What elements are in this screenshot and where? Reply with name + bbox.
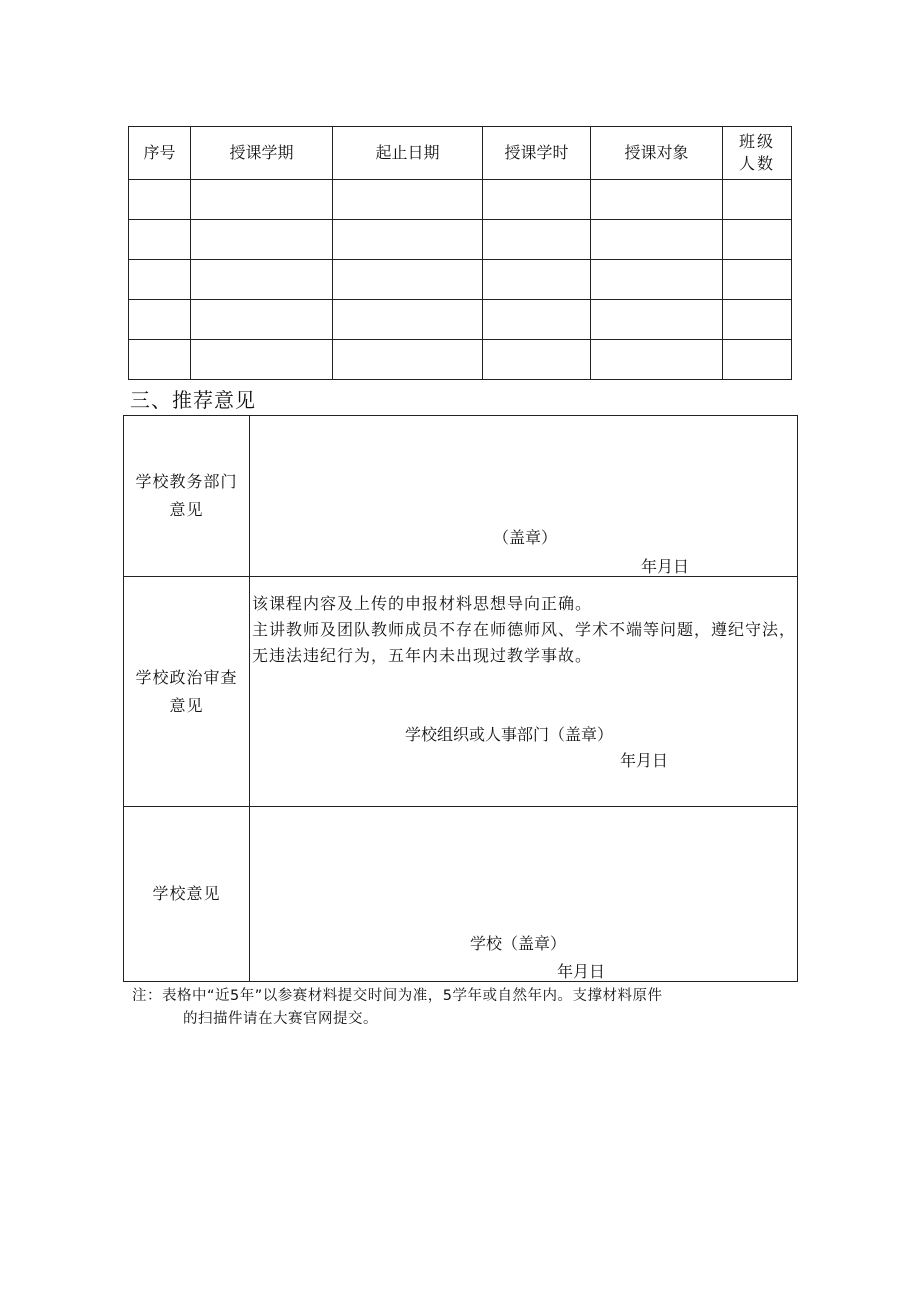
academic-date-text: 年月日 [641, 557, 690, 576]
table-cell[interactable] [129, 180, 191, 220]
table-cell[interactable] [191, 220, 333, 260]
school-date-text: 年月日 [557, 962, 606, 981]
table-cell[interactable] [591, 180, 723, 220]
academic-opinion-label: 学校教务部门意见 [135, 472, 238, 519]
table-cell[interactable] [591, 220, 723, 260]
header-semester: 授课学期 [191, 127, 333, 180]
academic-opinion-content[interactable] [250, 416, 798, 577]
header-seq: 序号 [129, 127, 191, 180]
table-cell[interactable] [129, 260, 191, 300]
table-cell[interactable] [333, 220, 483, 260]
school-stamp-text: 学校（盖章） [470, 934, 567, 953]
header-hours: 授课学时 [483, 127, 591, 180]
table-cell[interactable] [591, 340, 723, 380]
table-cell[interactable] [333, 180, 483, 220]
table-cell[interactable] [129, 220, 191, 260]
school-opinion-label: 学校意见 [152, 884, 221, 903]
table-cell[interactable] [723, 260, 792, 300]
political-opinion-row [124, 577, 798, 807]
political-statement-line1: 该课程内容及上传的申报材料思想导向正确。 [252, 594, 593, 613]
political-opinion-content[interactable] [250, 577, 798, 807]
political-opinion-label-cell [124, 577, 250, 807]
table-cell[interactable] [723, 180, 792, 220]
school-opinion-row [124, 807, 798, 982]
table-cell[interactable] [591, 300, 723, 340]
table-cell[interactable] [723, 220, 792, 260]
footnote-line1: 注：表格中“近5年”以参赛材料提交时间为准，5学年或自然年内。支撑材料原件 [132, 988, 663, 1004]
political-statement-line2: 主讲教师及团队教师成员不存在师德师风、学术不端等问题，遵纪守法，无违法违纪行为，五年内未出现过教学事故。 [252, 620, 797, 665]
table-cell[interactable] [483, 340, 591, 380]
political-date-text: 年月日 [620, 751, 669, 770]
table-cell[interactable] [591, 260, 723, 300]
academic-stamp-text: （盖章） [493, 528, 558, 547]
school-opinion-content[interactable] [250, 807, 798, 982]
table-cell[interactable] [723, 300, 792, 340]
table-cell[interactable] [333, 260, 483, 300]
footnote [132, 985, 792, 1031]
header-date-range: 起止日期 [333, 127, 483, 180]
table-row [129, 300, 792, 340]
table-cell[interactable] [191, 180, 333, 220]
table-cell[interactable] [129, 300, 191, 340]
table-cell[interactable] [483, 300, 591, 340]
table-cell[interactable] [483, 220, 591, 260]
table-cell[interactable] [191, 260, 333, 300]
header-audience: 授课对象 [591, 127, 723, 180]
table-cell[interactable] [723, 340, 792, 380]
academic-opinion-row [124, 416, 798, 577]
table-cell[interactable] [333, 340, 483, 380]
table-row [129, 180, 792, 220]
table-row [129, 260, 792, 300]
table-cell[interactable] [129, 340, 191, 380]
header-class-size: 班级人数 [723, 127, 792, 180]
table-row [129, 340, 792, 380]
academic-opinion-label-cell [124, 416, 250, 577]
table-cell[interactable] [333, 300, 483, 340]
political-opinion-label: 学校政治审查意见 [135, 667, 238, 715]
teaching-record-table [128, 126, 792, 380]
table-cell[interactable] [191, 300, 333, 340]
table-cell[interactable] [483, 260, 591, 300]
table-cell[interactable] [191, 340, 333, 380]
political-statement [252, 591, 796, 669]
school-opinion-label-cell [124, 807, 250, 982]
table-row [129, 220, 792, 260]
table-header-row [129, 127, 792, 180]
recommendation-table [123, 415, 798, 982]
table-cell[interactable] [483, 180, 591, 220]
political-stamp-text: 学校组织或人事部门（盖章） [405, 725, 614, 744]
section-heading: 三、推荐意见 [130, 388, 256, 412]
footnote-line2: 的扫描件请在大赛官网提交。 [183, 1011, 378, 1027]
